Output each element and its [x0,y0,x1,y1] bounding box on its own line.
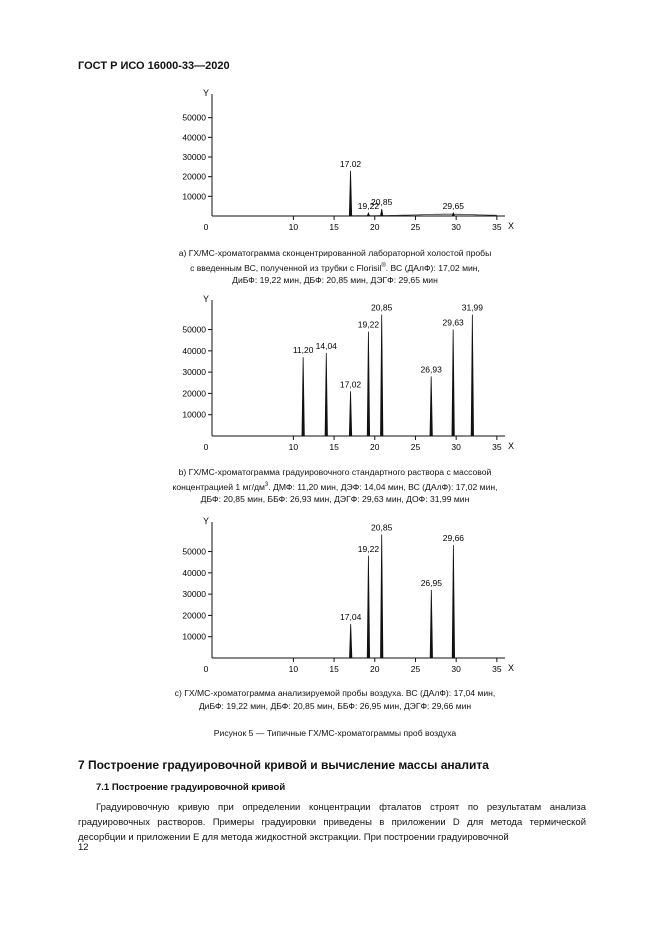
caption-a-sup: ® [381,262,386,269]
y-tick-label: 30000 [182,367,206,378]
chromatogram-a [150,88,520,238]
x-axis-label: X [508,221,515,231]
x-tick-label: 10 [288,442,299,452]
caption-c-line1: с) ГХ/МС-хроматограмма анализируемой пробы воздуха. ВС (ДАлФ): 17,04 мин, [174,688,496,698]
chromatogram-b [150,294,520,458]
body-paragraph: Градуировочную кривую при определении концентрации фталатов строят по результатам анализа градуировочных растворов. Примеры градуировки приведены в приложении D для метода термической десорбции и приложении Е для метода жидкостной экстракции. При построении градуировочной [78,802,586,843]
peak-19,22 [367,213,369,216]
page-number: 12 [78,842,89,853]
x-tick-label: 15 [329,664,339,674]
peak-29,66 [452,545,454,658]
x-tick-label: 10 [288,664,299,674]
x-tick-label: 10 [288,222,299,232]
x-tick-label: 35 [492,442,502,452]
y-tick-label: 40000 [182,567,206,578]
peak-14,04 [325,353,327,436]
peak-label: 31,99 [461,302,484,313]
peak-29,63 [452,330,454,436]
document-header: ГОСТ Р ИСО 16000-33—2020 [78,60,230,72]
peak-19,22 [367,332,369,436]
caption-c [90,687,580,712]
peak-label: 19,22 [357,319,380,330]
peak-26,95 [430,590,432,658]
y-tick-label: 20000 [182,171,206,182]
peak-label: 26,93 [420,364,442,375]
peak-11,20 [302,357,304,436]
peak-label: 17.02 [339,158,362,169]
peak-label: 20,85 [371,522,393,533]
y-tick-label: 30000 [182,589,206,600]
caption-b [90,466,580,505]
x-axis-label: X [508,441,515,451]
x-tick-label: 20 [370,222,380,232]
x-tick-label: 25 [410,442,421,452]
y-tick-label: 40000 [182,345,206,356]
x-tick-label: 20 [370,442,380,452]
y-axis-label: Y [203,516,210,526]
y-tick-label: 10000 [182,631,206,642]
x-tick-label: 20 [370,664,380,674]
x-tick-label: 35 [492,664,502,674]
x-tick-label: 15 [329,442,339,452]
peak-20,85 [380,535,382,658]
y-tick-label: 10000 [182,191,206,202]
peak-29,65 [452,213,454,216]
x-tick-label: 30 [451,664,461,674]
y-tick-label: 10000 [182,409,206,420]
y-tick-label: 20000 [182,388,206,399]
x-tick-label: 30 [451,442,461,452]
peak-20,85 [380,209,382,216]
peak-label: 29,65 [442,201,464,212]
peak-label: 29,66 [442,533,465,544]
y-tick-label: 50000 [182,324,206,335]
section-heading: 7 Построение градуировочной кривой и вычисление массы аналита [78,758,489,772]
x-tick-label: 0 [203,442,209,452]
y-axis-label: Y [203,294,210,304]
subsection-heading: 7.1 Построение градуировочной кривой [96,782,286,793]
caption-a-line2: с введенным ВС, полученной из трубки с Florisil [190,262,382,273]
y-axis-label: Y [203,88,210,98]
caption-a-line1: а) ГХ/МС-хроматограмма сконцентрированной лабораторной холостой пробы [178,248,492,258]
caption-b-line2: концентрацией 1 мг/дм [172,481,265,492]
caption-b-line3: ДБФ: 20,85 мин, ББФ: 26,93 мин, ДЭГФ: 29,63 мин, ДОФ: 31,99 мин [200,493,470,504]
peak-label: 20,85 [371,197,393,208]
peak-19,22 [367,556,369,658]
caption-a-line2b: . ВС (ДАлФ): 17,02 мин, [385,262,480,273]
peak-label: 11,20 [292,345,314,356]
caption-c-line2: ДиБФ: 19,22 мин, ДБФ: 20,85 мин, ББФ: 26,95 мин, ДЭГФ: 29,66 мин [198,700,472,711]
peak-label: 26,95 [420,577,442,588]
caption-b-line2b: . ДМФ: 11,20 мин, ДЭФ: 14,04 мин, ВС (ДАлФ): 17,02 мин, [268,481,498,492]
y-tick-label: 20000 [182,610,206,621]
x-tick-label: 0 [203,664,209,674]
peak-label: 20,85 [371,302,393,313]
figure-title: Рисунок 5 — Типичные ГХ/МС-хроматограммы проб воздуха [213,728,457,738]
x-tick-label: 0 [203,222,209,232]
x-axis-label: X [508,663,515,673]
peak-label: 17,04 [340,611,362,622]
peak-26,93 [430,376,432,436]
peak-label: 19,22 [357,543,380,554]
x-tick-label: 25 [410,664,421,674]
y-tick-label: 50000 [182,112,206,123]
x-tick-label: 30 [451,222,461,232]
peak-17,04 [349,624,351,658]
peak-17.02 [349,171,351,216]
caption-a [90,247,580,286]
peak-label: 29,63 [442,317,464,328]
x-tick-label: 35 [492,222,502,232]
y-tick-label: 40000 [182,132,206,143]
peak-label: 17,02 [339,379,362,390]
chromatogram-c [150,516,520,680]
caption-a-line3: ДиБФ: 19,22 мин, ДБФ: 20,85 мин, ДЭГФ: 29,65 мин [232,274,438,285]
caption-b-sup: 3 [264,481,269,488]
peak-17,02 [349,391,351,436]
y-tick-label: 50000 [182,546,206,557]
peak-label: 14,04 [315,340,337,351]
peak-label: 19,22 [357,201,380,212]
x-tick-label: 15 [329,222,339,232]
y-tick-label: 30000 [182,152,206,162]
peak-31,99 [471,315,473,436]
caption-b-line1: b) ГХ/МС-хроматограмма градуировочного стандартного раствора с массовой [178,467,492,477]
x-tick-label: 25 [410,222,421,232]
peak-20,85 [380,315,382,436]
